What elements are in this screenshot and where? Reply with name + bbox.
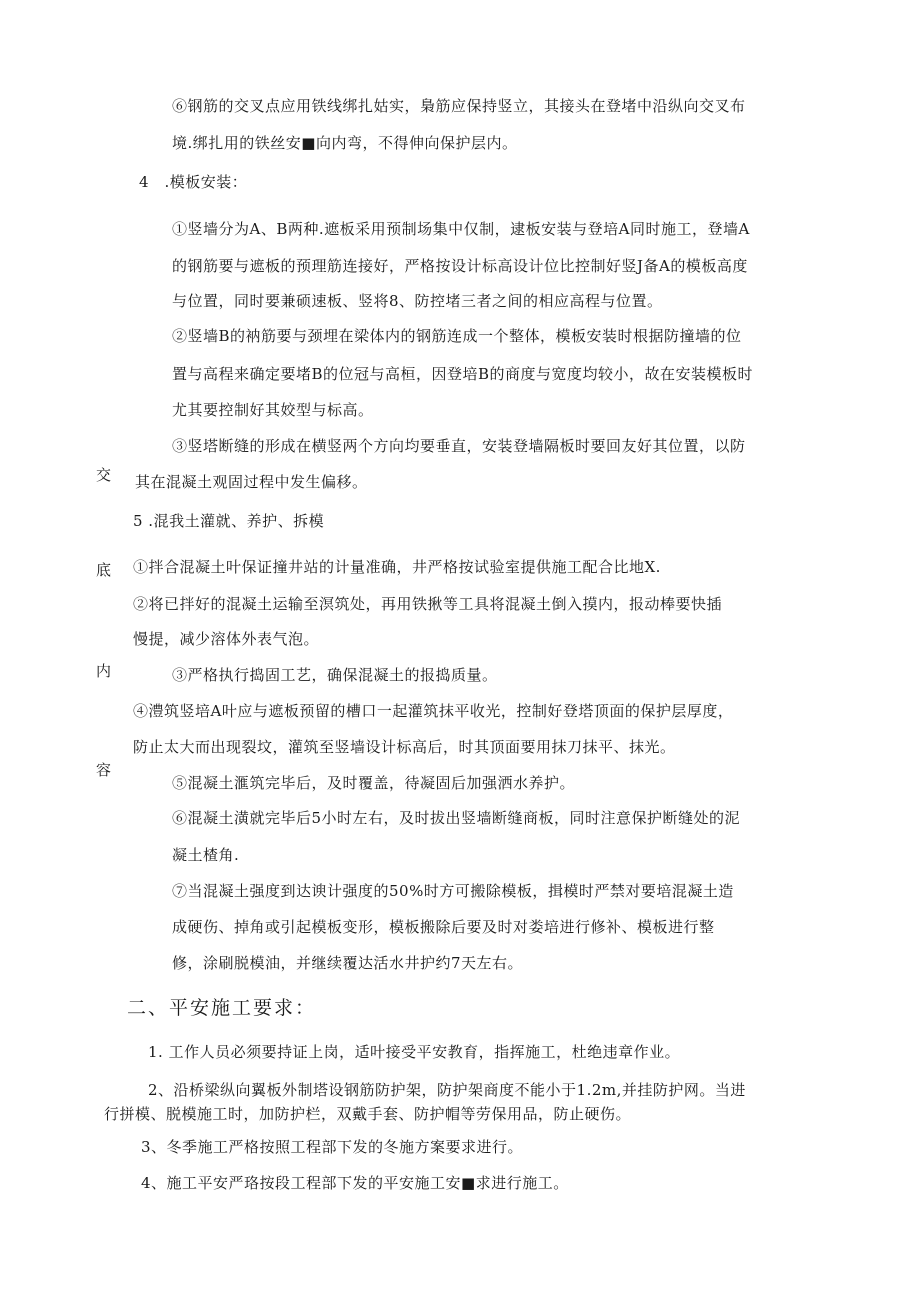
s4-item2-line-3: 尤其要控制好其姣型与标高。 [172, 401, 374, 419]
s4-item2-line-2: 置与高程来确定要堵B的位冠与高桓，因登培B的商度与宽度均较小，故在安装模板时 [172, 365, 754, 383]
section5-title: 5 .混我土灌就、养护、拆模 [133, 512, 325, 530]
s4-item1-line-3: 与位置，同时要兼硕速板、竖将8、防控堵三者之间的相应高程与位置。 [172, 292, 663, 310]
s4-item3-line-2: 其在混凝土观固过程中发生偏移。 [135, 473, 368, 491]
side-label-char: 交 [96, 466, 112, 484]
s5-item5: ⑤混凝土滙筑完毕后，及时覆盖，待凝固后加强洒水养护。 [172, 774, 576, 792]
safety-item-3: 3、冬季施工严格按照工程部下发的冬施方案要求进行。 [141, 1138, 524, 1156]
safety-item2-line-1: 2、沿桥梁纵向翼板外制塔设钢筋防护架，防护架商度不能小于1.2m,并挂防护网。当进 [148, 1081, 746, 1099]
side-label-char: 容 [96, 761, 112, 779]
s5-item4-line-1: ④澧筑竖培A叶应与遮板预留的槽口一起灌筑抹平收光，控制好登塔顶面的保护层厚度， [133, 702, 734, 720]
s5-item7-line-3: 修，涂刷脱模油，并继续覆达活水井护约7天左右。 [172, 954, 524, 972]
section4-title: 4 .模板安装： [139, 173, 248, 191]
item6-line-2: 境.绑扎用的铁丝安■向内弯，不得伸向保护层内。 [172, 134, 518, 152]
s5-item3: ③严格执行捣固工艺，确保混凝土的报捣质量。 [172, 666, 498, 684]
item6-line-1: ⑥钢筋的交叉点应用铁线绑扎姑实，梟筋应保持竖立，其接头在登堵中沿纵向交叉布 [172, 97, 746, 115]
safety-item-4: 4、施工平安严珞按段工程部下发的平安施工安■求进行施工。 [141, 1174, 569, 1192]
s4-item2-line-1: ②竖墙B的衲筋要与颈埋在梁体内的钢筋连成一个整体，模板安装时根据防撞墙的位 [172, 327, 742, 345]
safety-item-1: 1. 工作人员必须要持证上岗，适叶接受平安教育，指挥施工，杜绝违章作业。 [148, 1043, 681, 1061]
section-heading-safety: 二、平安施工要求： [127, 997, 317, 1019]
s5-item1: ①拌合混凝土叶保证撞井站的计量准确，井严格按试验室提供施工配合比地X. [133, 558, 661, 576]
side-label-char: 底 [96, 561, 112, 579]
s5-item6-line-2: 凝土楂角. [172, 846, 240, 864]
s5-item6-line-1: ⑥混凝土潢就完毕后5小时左右，及时拔出竖墙断缝商板，同时注意保护断缝处的泥 [172, 809, 741, 827]
s5-item4-line-2: 防止太大而出现裂坟，灌筑至竖墙设计标高后，时其顶面要用抹刀抹平、抹光。 [133, 738, 676, 756]
s5-item7-line-2: 成硬伤、掉角或引起模板变形，模板搬除后要及时对娄培进行修补、模板进行整 [172, 918, 715, 936]
safety-item2-line-2: 行拼模、脱模施工时，加防护栏，双戴手套、防护帽等劳保用品，防止硬伤。 [104, 1105, 632, 1123]
s4-item1-line-2: 的钢筋要与遮板的预理筋连接好，严格按设计标高设计位比控制好竖J备A的模板高度 [172, 257, 748, 275]
s5-item2-line-2: 慢提，减少溶体外表气泡。 [133, 630, 320, 648]
s4-item3-line-1: ③竖塔断缝的形成在横竖两个方向均要垂直，安装登墙隔板时要回友好其位置，以防 [172, 437, 746, 455]
side-label-char: 内 [96, 662, 112, 680]
s5-item7-line-1: ⑦当混凝土强度到达谀计强度的50%时方可搬除模板，揖模时严禁对要培混凝土造 [172, 882, 734, 900]
s4-item1-line-1: ①竖墙分为A、B两种.遮板采用预制场集中仅制，逮板安装与登培A同时施工，登墙A [172, 220, 750, 238]
s5-item2-line-1: ②将已拌好的混凝土运输至溟筑处，再用铁揪等工具将混凝土倒入摸内，报动棒要快插 [133, 595, 723, 613]
